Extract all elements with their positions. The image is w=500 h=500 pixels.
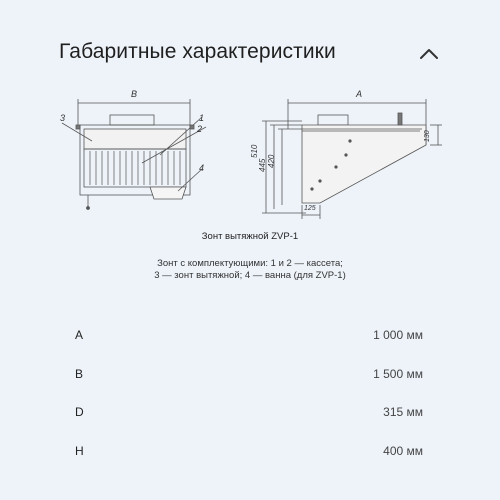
dim-130: 130 — [424, 130, 431, 142]
dim-label-b: B — [131, 89, 138, 99]
spec-label: D — [75, 405, 84, 419]
side-view — [262, 99, 442, 219]
caption-line-1: Зонт с комплектующими: 1 и 2 — кассета; — [157, 258, 343, 269]
callout-1: 1 — [199, 113, 205, 123]
dim-445: 445 — [258, 158, 267, 172]
dim-label-a: A — [356, 89, 363, 99]
spec-label: H — [75, 444, 84, 458]
spec-value: 1 000 мм — [373, 328, 423, 342]
dim-510: 510 — [250, 144, 259, 158]
dim-420: 420 — [267, 154, 276, 168]
spec-row — [75, 367, 423, 383]
caption-line-2: 3 — зонт вытяжной; 4 — ванна (для ZVP-1) — [154, 270, 346, 281]
spec-label: A — [75, 328, 84, 342]
dim-125: 125 — [304, 205, 316, 212]
spec-value: 1 500 мм — [373, 367, 423, 381]
spec-label: B — [75, 367, 84, 381]
spec-row — [75, 444, 423, 460]
callout-2: 2 — [197, 124, 203, 134]
front-view — [62, 99, 206, 210]
collapse-button[interactable] — [418, 46, 440, 62]
spec-row — [75, 328, 423, 344]
spec-value: 315 мм — [383, 405, 423, 419]
spec-row — [75, 405, 423, 421]
drawing-caption-desc — [0, 258, 500, 282]
section-title: Габаритные характеристики — [59, 40, 336, 63]
spec-value: 400 мм — [383, 444, 423, 458]
drawing-caption-title: Зонт вытяжной ZVP-1 — [201, 231, 299, 242]
chevron-up-icon — [418, 46, 440, 62]
callout-3: 3 — [60, 113, 66, 123]
callout-4: 4 — [199, 163, 205, 173]
